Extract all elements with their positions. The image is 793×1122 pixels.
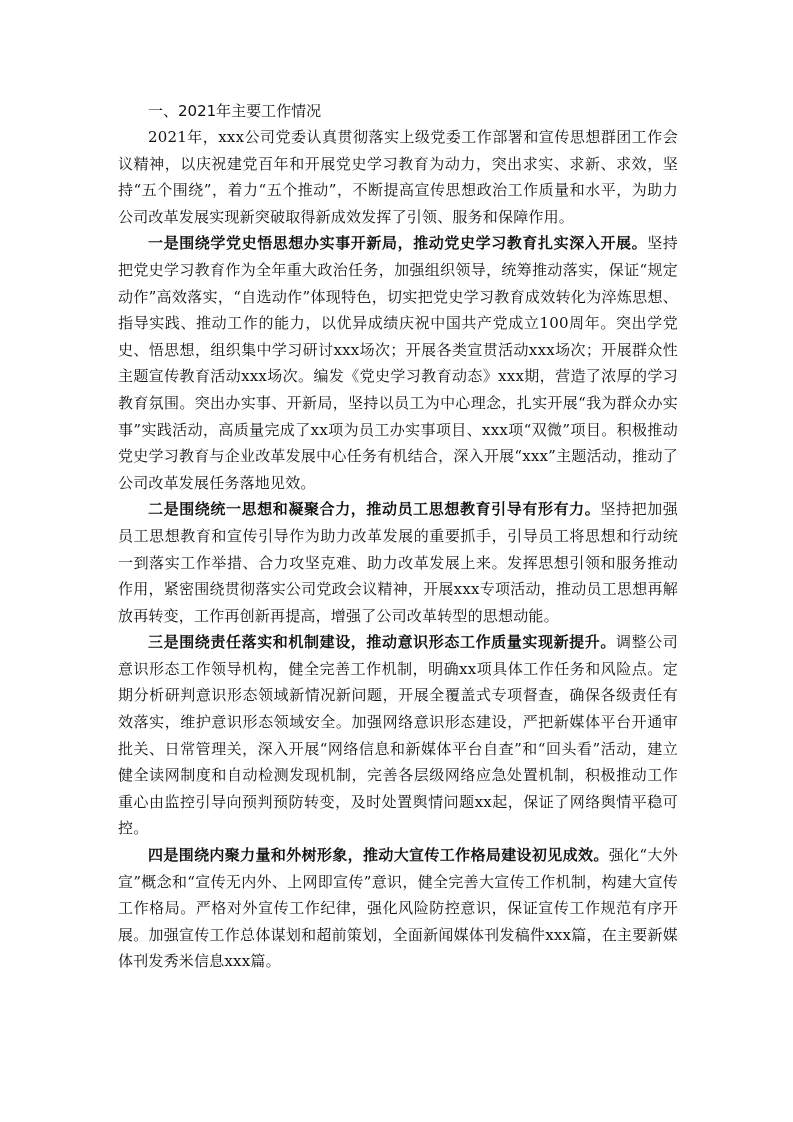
item-title-3: 三是围绕责任落实和机制建设，推动意识形态工作质量实现新提升。 xyxy=(148,633,616,652)
section-heading: 一、2021年主要工作情况 xyxy=(148,102,322,120)
item-title-2: 二是围绕统一思想和凝聚合力，推动员工思想教育引导有形有力。 xyxy=(148,500,601,519)
item-title-1: 一是围绕学党史悟思想办实事开新局，推动党史学习教育扎实深入开展。 xyxy=(148,234,648,253)
document-page xyxy=(118,98,678,975)
item-paragraph-3 xyxy=(118,629,678,842)
item-paragraph-2 xyxy=(118,496,678,629)
item-body-2: 坚持把加强员工思想教育和宣传引导作为助力改革发展的重要抓手，引导员工将思想和行动统一到落实工作举措、合力攻坚克难、助力改革发展上来。发挥思想引领和服务推动作用，紧密围绕贯彻落实公司党政会议精神，开展xxx专项活动，推动员工思想再解放再转变，工作再创新再提高，增强了公司改革转型的思想动能。 xyxy=(118,500,678,625)
item-paragraph-4 xyxy=(118,842,678,975)
item-paragraph-1 xyxy=(118,230,678,496)
item-body-3: 调整公司意识形态工作领导机构，健全完善工作机制，明确xx项具体工作任务和风险点。定期分析研判意识形态领域新情况新问题，开展全覆盖式专项督查，确保各级责任有效落实，维护意识形态领域安全。加强网络意识形态建设，严把新媒体平台开通审批关、日常管理关，深入开展“网络信息和新媒体平台自查”和“回头看”活动，建立健全读网制度和自动检测发现机制，完善各层级网络应急处置机制，积极推动工作重心由监控引导向预判预防转变，及时处置舆情问题xx起，保证了网络舆情平稳可控。 xyxy=(118,633,678,838)
item-title-4: 四是围绕内聚力量和外树形象，推动大宣传工作格局建设初见成效。 xyxy=(148,846,609,865)
item-body-4: 强化“大外宣”概念和“宣传无内外、上网即宣传”意识，健全完善大宣传工作机制，构建大宣传工作格局。严格对外宣传工作纪律，强化风险防控意识，保证宣传工作规范有序开展。加强宣传工作总体谋划和超前策划，全面新闻媒体刊发稿件xxx篇，在主要新媒体刊发秀米信息xxx篇。 xyxy=(118,846,678,971)
intro-paragraph: 2021年，xxx公司党委认真贯彻落实上级党委工作部署和宣传思想群团工作会议精神，以庆祝建党百年和开展党史学习教育为动力，突出求实、求新、求效，坚持“五个围绕”，着力“五个推动”，不断提高宣传思想政治工作质量和水平，为助力公司改革发展实现新突破取得新成效发挥了引领、服务和保障作用。 xyxy=(118,128,678,226)
item-body-1: 坚持把党史学习教育作为全年重大政治任务，加强组织领导，统筹推动落实，保证“规定动作”高效落实，“自选动作”体现特色，切实把党史学习教育成效转化为淬炼思想、指导实践、推动工作的能力，以优异成绩庆祝中国共产党成立100周年。突出学党史、悟思想，组织集中学习研讨xxx场次；开展各类宣贯活动xxx场次；开展群众性主题宣传教育活动xxx场次。编发《党史学习教育动态》xxx期，营造了浓厚的学习教育氛围。突出办实事、开新局，坚持以员工为中心理念，扎实开展“我为群众办实事”实践活动，高质量完成了xx项为员工办实事项目、xxx项“双微”项目。积极推动党史学习教育与企业改革发展中心任务有机结合，深入开展“xxx”主题活动，推动了公司改革发展任务落地见效。 xyxy=(118,234,679,492)
